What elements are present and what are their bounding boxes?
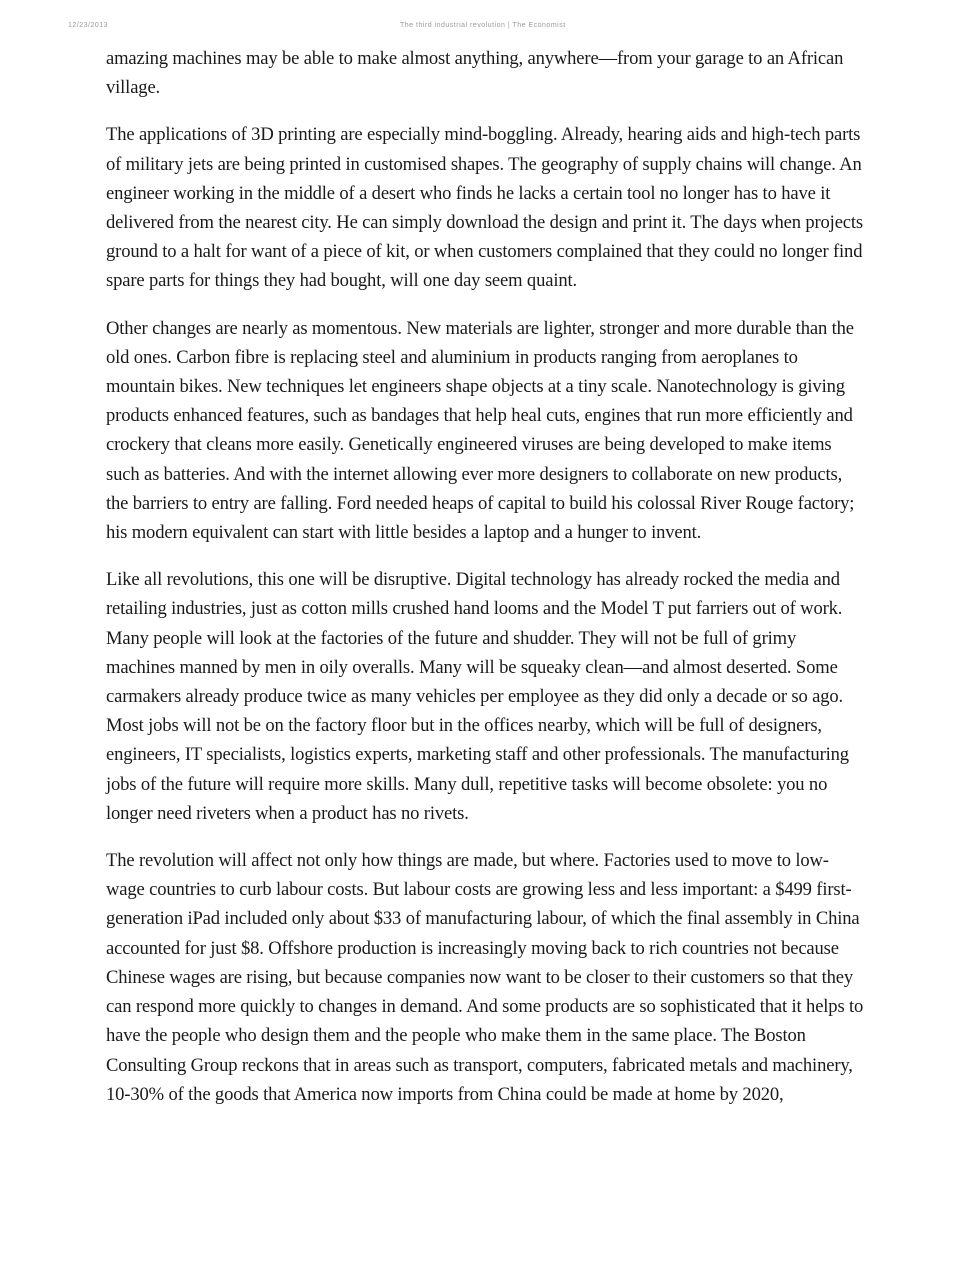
header-title: The third industrial revolution | The Economist: [400, 22, 566, 29]
header-date: 12/23/2013: [68, 22, 109, 29]
page-header: [0, 22, 960, 36]
paragraph-3: Other changes are nearly as momentous. New materials are lighter, stronger and more durable than the old ones. Carbon fibre is replacing steel and aluminium in products ranging from aeroplanes to mountain bikes. New techniques let engineers shape objects at a tiny scale. Nanotechnology is giving products enhanced features, such as bandages that help heal cuts, engines that run more efficiently and crockery that cleans more easily. Genetically engineered viruses are being developed to make items such as batteries. And with the internet allowing ever more designers to collaborate on new products, the barriers to entry are falling. Ford needed heaps of capital to build his colossal River Rouge factory; his modern equivalent can start with little besides a laptop and a hunger to invent.: [106, 317, 855, 544]
paragraph-4: Like all revolutions, this one will be disruptive. Digital technology has already rocked the media and retailing industries, just as cotton mills crushed hand looms and the Model T put farriers out of work. Many people will look at the factories of the future and shudder. They will not be full of grimy machines manned by men in oily overalls. Many will be squeaky clean—and almost deserted. Some carmakers already produce twice as many vehicles per employee as they did only a decade or so ago. Most jobs will not be on the factory floor but in the offices nearby, which will be full of designers, engineers, IT specialists, logistics experts, marketing staff and other professionals. The manufacturing jobs of the future will require more skills. Many dull, repetitive tasks will become obsolete: you no longer need riveters when a product has no rivets.: [106, 569, 849, 824]
paragraph-1: amazing machines may be able to make almost anything, anywhere—from your garage to an African village.: [106, 48, 844, 99]
article-body: [106, 44, 866, 1127]
paragraph-2: The applications of 3D printing are especially mind-boggling. Already, hearing aids and high-tech parts of military jets are being printed in customised shapes. The geography of supply chains will change. An engineer working in the middle of a desert who finds he lacks a certain tool no longer has to have it delivered from the nearest city. He can simply download the design and print it. The days when projects ground to a halt for want of a piece of kit, or when customers complained that they could no longer find spare parts for things they had bought, will one day seem quaint.: [106, 124, 864, 292]
paragraph-5: The revolution will affect not only how things are made, but where. Factories used to move to low-wage countries to curb labour costs. But labour costs are growing less and less important: a $499 first-generation iPad included only about $33 of manufacturing labour, of which the final assembly in China accounted for just $8. Offshore production is increasingly moving back to rich countries not because Chinese wages are rising, but because companies now want to be closer to their customers so that they can respond more quickly to changes in demand. And some products are so sophisticated that it helps to have the people who design them and the people who make them in the same place. The Boston Consulting Group reckons that in areas such as transport, computers, fabricated metals and machinery, 10-30% of the goods that America now imports from China could be made at home by 2020,: [106, 850, 864, 1105]
